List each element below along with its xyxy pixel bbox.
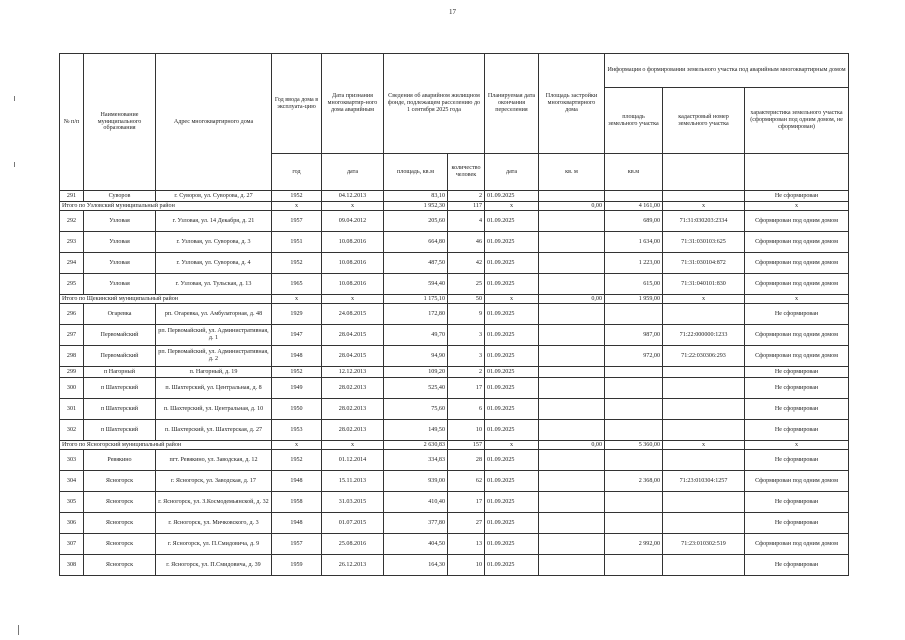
cell-year: 1958 [272,492,322,513]
cell-built [539,325,605,346]
cell-num: 294 [60,253,84,274]
cell-addr: п. Шахтерский, ул. Центральная, д. 8 [156,378,272,399]
cell-mo: Ясногорск [84,492,156,513]
cell-addr: г. Узловая, ул. Суворова, д. 3 [156,232,272,253]
cell-date: 24.08.2015 [322,304,384,325]
cell-addr: рп. Первомайский, ул. Административная, д. 1 [156,325,272,346]
cell-num: 292 [60,211,84,232]
cell-land [605,492,663,513]
cell-mo: Узловая [84,232,156,253]
cell-date: 28.02.2013 [322,378,384,399]
cell-char: Не сформирован [745,513,849,534]
cell-land: 1 634,00 [605,232,663,253]
total-char: x [745,202,849,211]
cell-date: 28.02.2013 [322,420,384,441]
cell-land: 2 992,00 [605,534,663,555]
cell-mo: Ясногорск [84,555,156,576]
cell-num: 293 [60,232,84,253]
cell-date: 28.02.2013 [322,399,384,420]
total-cad: x [663,441,745,450]
cell-date: 26.12.2013 [322,555,384,576]
cell-num: 301 [60,399,84,420]
cell-people: 4 [448,211,485,232]
cell-people: 2 [448,367,485,378]
total-year: x [272,202,322,211]
cell-people: 10 [448,555,485,576]
cell-land: 615,00 [605,274,663,295]
cell-area: 334,83 [384,450,448,471]
cell-num: 296 [60,304,84,325]
cell-char: Не сформирован [745,555,849,576]
cell-date: 28.04.2015 [322,346,384,367]
cell-area: 205,60 [384,211,448,232]
cell-built [539,274,605,295]
scan-mark-left [14,96,15,101]
total-people: 50 [448,295,485,304]
table-body [60,191,849,576]
cell-area: 404,50 [384,534,448,555]
col-cadastral-header: кадастровый номер земельного участка [663,88,745,154]
table-row [60,253,849,274]
cell-built [539,420,605,441]
cell-cad [663,450,745,471]
cell-char: Не сформирован [745,399,849,420]
table-row [60,325,849,346]
cell-mo: Узловая [84,253,156,274]
table-row [60,399,849,420]
total-char: x [745,295,849,304]
cell-addr: г. Суворов, ул. Суворова, д. 27 [156,191,272,202]
cell-area: 939,00 [384,471,448,492]
cell-addr: г. Ясногорск, ул. Заводская, д. 17 [156,471,272,492]
total-char: x [745,441,849,450]
unit-area: площадь, кв.м [384,154,448,191]
cell-area: 109,20 [384,367,448,378]
cell-cad: 71:31:040101:830 [663,274,745,295]
cell-char: Не сформирован [745,378,849,399]
cell-year: 1947 [272,325,322,346]
cell-mo: п Шахтерский [84,378,156,399]
cell-cad: 71:23:010302:519 [663,534,745,555]
scan-mark-left [14,162,15,167]
cell-cad [663,513,745,534]
cell-land [605,378,663,399]
cell-mo: п Шахтерский [84,420,156,441]
cell-people: 3 [448,346,485,367]
cell-land [605,420,663,441]
table-row [60,274,849,295]
cell-addr: г. Ясногорск, ул. П.Смидовича, д. 9 [156,534,272,555]
cell-char: Сформирован под одним домом [745,534,849,555]
col-characteristic-header: характеристика земельного участка (сформирован под одним домом, не сформирован) [745,88,849,154]
total-plan: x [485,441,539,450]
cell-plan: 01.09.2025 [485,304,539,325]
cell-people: 17 [448,378,485,399]
cell-num: 304 [60,471,84,492]
cell-cad [663,492,745,513]
cell-people: 25 [448,274,485,295]
emergency-housing-table [59,53,849,576]
cell-year: 1948 [272,471,322,492]
cell-area: 94,90 [384,346,448,367]
total-cad: x [663,295,745,304]
cell-people: 6 [448,399,485,420]
cell-mo: Первомайский [84,346,156,367]
cell-built [539,555,605,576]
cell-num: 298 [60,346,84,367]
table-row [60,232,849,253]
total-row [60,441,849,450]
table-row [60,513,849,534]
unit-planned-date: дата [485,154,539,191]
cell-year: 1949 [272,378,322,399]
cell-cad: 71:23:010304:1257 [663,471,745,492]
cell-built [539,304,605,325]
unit-year: год [272,154,322,191]
total-year: x [272,441,322,450]
cell-date: 10.08.2016 [322,232,384,253]
cell-mo: Ревякино [84,450,156,471]
cell-cad: 71:31:030103:625 [663,232,745,253]
cell-addr: п. Шахтерский, ул. Центральная, д. 10 [156,399,272,420]
cell-built [539,191,605,202]
cell-plan: 01.09.2025 [485,325,539,346]
table-row [60,211,849,232]
cell-date: 01.07.2015 [322,513,384,534]
cell-plan: 01.09.2025 [485,450,539,471]
total-built: 0,00 [539,295,605,304]
cell-num: 299 [60,367,84,378]
cell-cad: 71:31:030203:2334 [663,211,745,232]
cell-people: 2 [448,191,485,202]
cell-land: 1 223,00 [605,253,663,274]
total-row [60,202,849,211]
unit-date: дата [322,154,384,191]
cell-plan: 01.09.2025 [485,211,539,232]
col-built-area-header: Площадь застройки многоквартирного дома [539,54,605,154]
cell-num: 303 [60,450,84,471]
total-date: x [322,295,384,304]
cell-num: 297 [60,325,84,346]
cell-plan: 01.09.2025 [485,471,539,492]
total-date: x [322,202,384,211]
total-land: 4 161,00 [605,202,663,211]
cell-plan: 01.09.2025 [485,367,539,378]
cell-mo: п Шахтерский [84,399,156,420]
table-row [60,450,849,471]
total-cad: x [663,202,745,211]
cell-mo: п Нагорный [84,367,156,378]
cell-num: 302 [60,420,84,441]
table-row [60,420,849,441]
cell-people: 17 [448,492,485,513]
cell-char: Не сформирован [745,367,849,378]
cell-num: 305 [60,492,84,513]
cell-land [605,513,663,534]
cell-area: 172,80 [384,304,448,325]
cell-char: Сформирован под одним домом [745,274,849,295]
cell-addr: г. Узловая, ул. Тульская, д. 13 [156,274,272,295]
table-row [60,492,849,513]
total-plan: x [485,202,539,211]
cell-built [539,534,605,555]
col-year-header: Год ввода дома в эксплуата-цию [272,54,322,154]
cell-built [539,211,605,232]
cell-date: 10.08.2016 [322,274,384,295]
cell-addr: рп. Первомайский, ул. Административная, д. 2 [156,346,272,367]
cell-cad [663,420,745,441]
cell-people: 9 [448,304,485,325]
cell-built [539,346,605,367]
cell-people: 27 [448,513,485,534]
cell-year: 1952 [272,367,322,378]
cell-built [539,450,605,471]
cell-year: 1953 [272,420,322,441]
unit-people: количество человек [448,154,485,191]
cell-date: 10.08.2016 [322,253,384,274]
cell-addr: г. Ясногорск, ул. Мичковского, д. 3 [156,513,272,534]
cell-num: 306 [60,513,84,534]
cell-addr: пгт. Ревякино, ул. Заводская, д. 12 [156,450,272,471]
cell-plan: 01.09.2025 [485,274,539,295]
cell-cad [663,378,745,399]
cell-land: 689,00 [605,211,663,232]
total-built: 0,00 [539,202,605,211]
cell-land [605,367,663,378]
cell-built [539,367,605,378]
cell-cad [663,555,745,576]
table-row [60,304,849,325]
cell-land [605,450,663,471]
cell-area: 594,40 [384,274,448,295]
cell-date: 12.12.2013 [322,367,384,378]
cell-area: 664,80 [384,232,448,253]
total-land: 5 360,00 [605,441,663,450]
cell-mo: Узловая [84,211,156,232]
cell-people: 3 [448,325,485,346]
cell-built [539,513,605,534]
cell-char: Не сформирован [745,304,849,325]
cell-year: 1957 [272,534,322,555]
cell-year: 1957 [272,211,322,232]
total-year: x [272,295,322,304]
col-recognition-date-header: Дата признания многоквартир-ного дома аварийным [322,54,384,154]
cell-land [605,304,663,325]
cell-plan: 01.09.2025 [485,346,539,367]
cell-plan: 01.09.2025 [485,555,539,576]
cell-plan: 01.09.2025 [485,253,539,274]
total-area: 2 630,83 [384,441,448,450]
cell-land: 972,00 [605,346,663,367]
cell-addr: г. Узловая, ул. 14 Декабря, д. 21 [156,211,272,232]
cell-cad [663,367,745,378]
cell-year: 1965 [272,274,322,295]
unit-built-area: кв. м [539,154,605,191]
cell-char: Сформирован под одним домом [745,232,849,253]
cell-people: 46 [448,232,485,253]
cell-plan: 01.09.2025 [485,232,539,253]
total-built: 0,00 [539,441,605,450]
unit-land-area: кв.м [605,154,663,191]
cell-year: 1950 [272,399,322,420]
cell-year: 1951 [272,232,322,253]
cell-plan: 01.09.2025 [485,191,539,202]
cell-num: 291 [60,191,84,202]
cell-plan: 01.09.2025 [485,378,539,399]
cell-char: Сформирован под одним домом [745,253,849,274]
unit-characteristic [745,154,849,191]
cell-num: 307 [60,534,84,555]
cell-char: Не сформирован [745,191,849,202]
cell-mo: Ясногорск [84,534,156,555]
cell-date: 31.03.2015 [322,492,384,513]
col-land-area-header: площадь земельного участка [605,88,663,154]
table-row [60,378,849,399]
cell-year: 1952 [272,191,322,202]
cell-addr: п. Шахтерский, ул. Шахтерская, д. 27 [156,420,272,441]
total-label: Итого по Ясногорский муниципальный район [60,441,272,450]
cell-char: Сформирован под одним домом [745,325,849,346]
cell-cad: 71:22:000000:1233 [663,325,745,346]
cell-mo: Суворов [84,191,156,202]
total-label: Итого по Щекинский муниципальный район [60,295,272,304]
cell-plan: 01.09.2025 [485,534,539,555]
cell-mo: Узловая [84,274,156,295]
cell-year: 1959 [272,555,322,576]
cell-plan: 01.09.2025 [485,399,539,420]
cell-land [605,555,663,576]
table-row [60,534,849,555]
cell-cad [663,399,745,420]
cell-year: 1948 [272,513,322,534]
cell-mo: Первомайский [84,325,156,346]
cell-char: Сформирован под одним домом [745,471,849,492]
cell-char: Не сформирован [745,420,849,441]
cell-addr: г. Ясногорск, ул. П.Смидовича, д. 39 [156,555,272,576]
cell-year: 1952 [272,253,322,274]
cell-built [539,253,605,274]
page-number: 17 [449,8,456,16]
cell-people: 10 [448,420,485,441]
cell-cad [663,304,745,325]
cell-year: 1929 [272,304,322,325]
cell-area: 49,70 [384,325,448,346]
cell-area: 75,60 [384,399,448,420]
cell-addr: рп. Огаревка, ул. Амбулаторная, д. 48 [156,304,272,325]
col-address-header: Адрес многоквартирного дома [156,54,272,191]
cell-num: 300 [60,378,84,399]
total-plan: x [485,295,539,304]
cell-year: 1952 [272,450,322,471]
cell-built [539,399,605,420]
cell-area: 487,50 [384,253,448,274]
table-row [60,555,849,576]
cell-char: Не сформирован [745,450,849,471]
cell-date: 01.12.2014 [322,450,384,471]
table-row [60,346,849,367]
cell-land: 2 368,00 [605,471,663,492]
cell-land [605,399,663,420]
cell-people: 62 [448,471,485,492]
col-num-header: № п/п [60,54,84,191]
cell-char: Сформирован под одним домом [745,346,849,367]
cell-area: 149,50 [384,420,448,441]
cell-land [605,191,663,202]
cell-addr: г. Узловая, ул. Суворова, д. 4 [156,253,272,274]
cell-plan: 01.09.2025 [485,420,539,441]
cell-area: 410,40 [384,492,448,513]
cell-area: 525,40 [384,378,448,399]
cell-mo: Ясногорск [84,513,156,534]
cell-area: 377,80 [384,513,448,534]
cell-cad: 71:22:030306:293 [663,346,745,367]
cell-built [539,378,605,399]
cell-land: 987,00 [605,325,663,346]
cell-built [539,471,605,492]
cell-num: 308 [60,555,84,576]
cell-mo: Ясногорск [84,471,156,492]
total-people: 157 [448,441,485,450]
cell-addr: г. Ясногорск, ул. З.Космодемьянской, д. 32 [156,492,272,513]
total-land: 1 959,00 [605,295,663,304]
col-fund-info-header: Сведения об аварийном жилищном фонде, подлежащем расселению до 1 сентября 2025 года [384,54,485,154]
cell-addr: п. Нагорный, д. 19 [156,367,272,378]
total-row [60,295,849,304]
total-people: 117 [448,202,485,211]
cell-cad [663,191,745,202]
scan-mark-bottom [18,625,19,635]
cell-char: Сформирован под одним домом [745,211,849,232]
cell-cad: 71:31:030104:872 [663,253,745,274]
cell-people: 28 [448,450,485,471]
cell-plan: 01.09.2025 [485,513,539,534]
col-land-info-header: Информация о формировании земельного участка под аварийным многоквартирным домом [605,54,849,88]
cell-plan: 01.09.2025 [485,492,539,513]
cell-area: 83,10 [384,191,448,202]
total-area: 1 175,10 [384,295,448,304]
cell-date: 28.04.2015 [322,325,384,346]
cell-mo: Огаревка [84,304,156,325]
cell-char: Не сформирован [745,492,849,513]
cell-built [539,232,605,253]
unit-cadastral [663,154,745,191]
cell-people: 13 [448,534,485,555]
col-planned-date-header: Планируемая дата окончания переселения [485,54,539,154]
cell-date: 04.12.2013 [322,191,384,202]
total-date: x [322,441,384,450]
total-label: Итого по Узловский муниципальный район [60,202,272,211]
cell-num: 295 [60,274,84,295]
table-row [60,367,849,378]
cell-area: 164,30 [384,555,448,576]
cell-date: 15.11.2013 [322,471,384,492]
col-municipality-header: Наименование муниципального образования [84,54,156,191]
cell-built [539,492,605,513]
table-row [60,471,849,492]
cell-year: 1948 [272,346,322,367]
cell-people: 42 [448,253,485,274]
total-area: 1 952,30 [384,202,448,211]
table-row [60,191,849,202]
cell-date: 25.08.2016 [322,534,384,555]
cell-date: 09.04.2012 [322,211,384,232]
